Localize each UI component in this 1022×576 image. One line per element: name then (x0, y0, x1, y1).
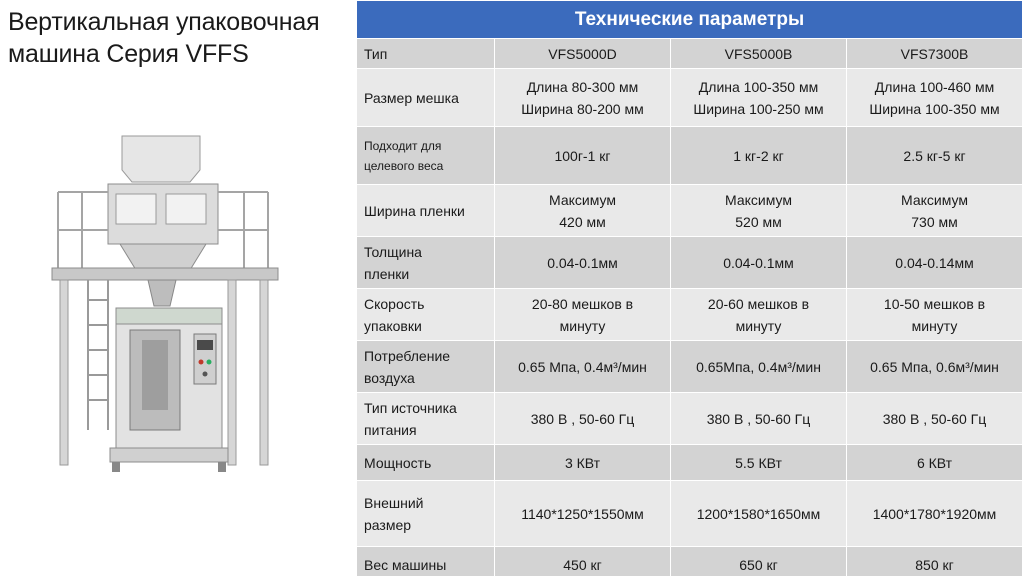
row-label-line: Потребление (364, 347, 451, 364)
machine-platform (52, 268, 278, 280)
row-label-line: Тип источника (364, 399, 457, 416)
table-cell-line: 2.5 кг-5 кг (903, 147, 966, 164)
table-cell-line: 100г-1 кг (554, 147, 611, 164)
specs-table (356, 0, 1022, 576)
table-cell-line: 0.04-0.14мм (895, 254, 974, 271)
row-label (357, 393, 495, 445)
table-cell-line: 1140*1250*1550мм (521, 505, 644, 522)
row-label-line: упаковки (364, 317, 422, 334)
table-cell-line: 520 мм (735, 213, 782, 230)
row-label-line: Подходит для (364, 138, 442, 153)
table-cell-line: Максимум (901, 191, 968, 208)
table-cell (847, 481, 1022, 547)
page-title-line-2: машина Серия VFFS (8, 40, 249, 68)
page-title-line-1: Вертикальная упаковочная (8, 8, 320, 36)
table-cell (495, 341, 671, 393)
table-cell-line: 0.65Мпа, 0.4м³/мин (696, 358, 821, 375)
row-label (357, 69, 495, 127)
table-cell-line: Длина 100-350 мм (698, 78, 819, 95)
row-label-line: воздуха (364, 369, 415, 386)
table-cell (495, 393, 671, 445)
table-cell-line: Ширина 100-350 мм (869, 100, 1000, 117)
row-label-line: Мощность (364, 454, 432, 471)
table-cell (847, 185, 1022, 237)
table-cell-line: 20-80 мешков в (531, 295, 634, 312)
table-cell-line: 380 В , 50-60 Гц (882, 410, 987, 427)
row-label-line: Размер мешка (364, 89, 459, 106)
row-label-line: Внешний (364, 494, 424, 511)
table-cell (847, 393, 1022, 445)
machine-base (110, 448, 228, 462)
row-label-line: Вес машины (364, 556, 447, 573)
table-cell (847, 341, 1022, 393)
table-cell-line: 730 мм (911, 213, 958, 230)
table-row (357, 481, 1022, 547)
vffs-machine-illustration (50, 130, 290, 475)
table-row (357, 341, 1022, 393)
table-row (357, 445, 1022, 481)
row-label (357, 127, 495, 185)
table-row-type (357, 39, 1022, 69)
row-label-line: целевого веса (364, 158, 444, 173)
row-label (357, 445, 495, 481)
table-cell-line: 3 КВт (564, 454, 601, 471)
table-cell-line: 380 В , 50-60 Гц (530, 410, 635, 427)
row-label-line: Ширина пленки (364, 202, 465, 219)
row-label (357, 547, 495, 576)
table-cell-line: 0.65 Мпа, 0.6м³/мин (870, 358, 999, 375)
model-vfs5000d: VFS5000D (495, 39, 671, 69)
table-cell-line: 380 В , 50-60 Гц (706, 410, 811, 427)
table-cell (671, 289, 847, 341)
table-cell (847, 445, 1022, 481)
specs-table-header: Технические параметры (357, 1, 1022, 39)
table-row (357, 289, 1022, 341)
table-cell-line: 6 КВт (916, 454, 953, 471)
table-cell-line: 0.04-0.1мм (547, 254, 618, 271)
row-label-line: Скорость (364, 295, 425, 312)
table-cell-line: Максимум (549, 191, 616, 208)
table-cell-line: минуту (559, 317, 606, 334)
table-cell (847, 237, 1022, 289)
table-cell-line: Ширина 80-200 мм (521, 100, 644, 117)
table-cell (495, 185, 671, 237)
table-cell-line: 5.5 КВт (735, 454, 782, 471)
machine-hopper (122, 136, 200, 182)
table-cell-line: 420 мм (559, 213, 606, 230)
table-cell-line: 0.04-0.1мм (723, 254, 794, 271)
table-cell-line: 1200*1580*1650мм (696, 505, 821, 522)
table-cell (495, 547, 671, 576)
table-cell (847, 547, 1022, 576)
table-cell-line: Длина 80-300 мм (526, 78, 639, 95)
table-cell-line: 650 кг (739, 556, 778, 573)
table-cell (671, 341, 847, 393)
table-cell-line: минуту (911, 317, 958, 334)
table-row (357, 127, 1022, 185)
table-cell-line: 20-60 мешков в (707, 295, 810, 312)
table-cell (847, 127, 1022, 185)
table-cell (671, 481, 847, 547)
table-row (357, 69, 1022, 127)
table-cell (671, 393, 847, 445)
row-label-line: пленки (364, 265, 410, 282)
row-label (357, 185, 495, 237)
table-row (357, 547, 1022, 576)
table-cell (495, 69, 671, 127)
row-label (357, 237, 495, 289)
table-cell-line: минуту (735, 317, 782, 334)
table-cell (671, 185, 847, 237)
row-label (357, 481, 495, 547)
table-cell (671, 69, 847, 127)
table-cell-line: Максимум (725, 191, 792, 208)
table-row (357, 237, 1022, 289)
table-cell (671, 445, 847, 481)
table-cell (847, 289, 1022, 341)
table-row (357, 185, 1022, 237)
row-label (357, 289, 495, 341)
row-label (357, 341, 495, 393)
row-label-line: Толщина (364, 243, 422, 260)
table-cell-line: 850 кг (915, 556, 954, 573)
machine-ladder (88, 280, 108, 430)
table-cell (847, 69, 1022, 127)
table-cell (671, 237, 847, 289)
model-vfs7300b: VFS7300B (847, 39, 1022, 69)
row-label-line: питания (364, 421, 417, 438)
table-cell-line: Длина 100-460 мм (874, 78, 995, 95)
page-title (8, 6, 358, 70)
table-cell (671, 547, 847, 576)
table-cell (495, 237, 671, 289)
table-row (357, 393, 1022, 445)
row-label-line: размер (364, 516, 412, 533)
table-cell-line: 1 кг-2 кг (733, 147, 784, 164)
table-cell-line: Ширина 100-250 мм (693, 100, 824, 117)
table-cell-line: 10-50 мешков в (883, 295, 986, 312)
table-cell (495, 481, 671, 547)
table-cell (671, 127, 847, 185)
model-vfs5000b: VFS5000B (671, 39, 847, 69)
row-label-type: Тип (357, 39, 495, 69)
table-cell (495, 127, 671, 185)
table-cell-line: 1400*1780*1920мм (872, 505, 997, 522)
table-cell-line: 450 кг (563, 556, 602, 573)
table-cell (495, 445, 671, 481)
table-cell (495, 289, 671, 341)
table-cell-line: 0.65 Мпа, 0.4м³/мин (518, 358, 647, 375)
